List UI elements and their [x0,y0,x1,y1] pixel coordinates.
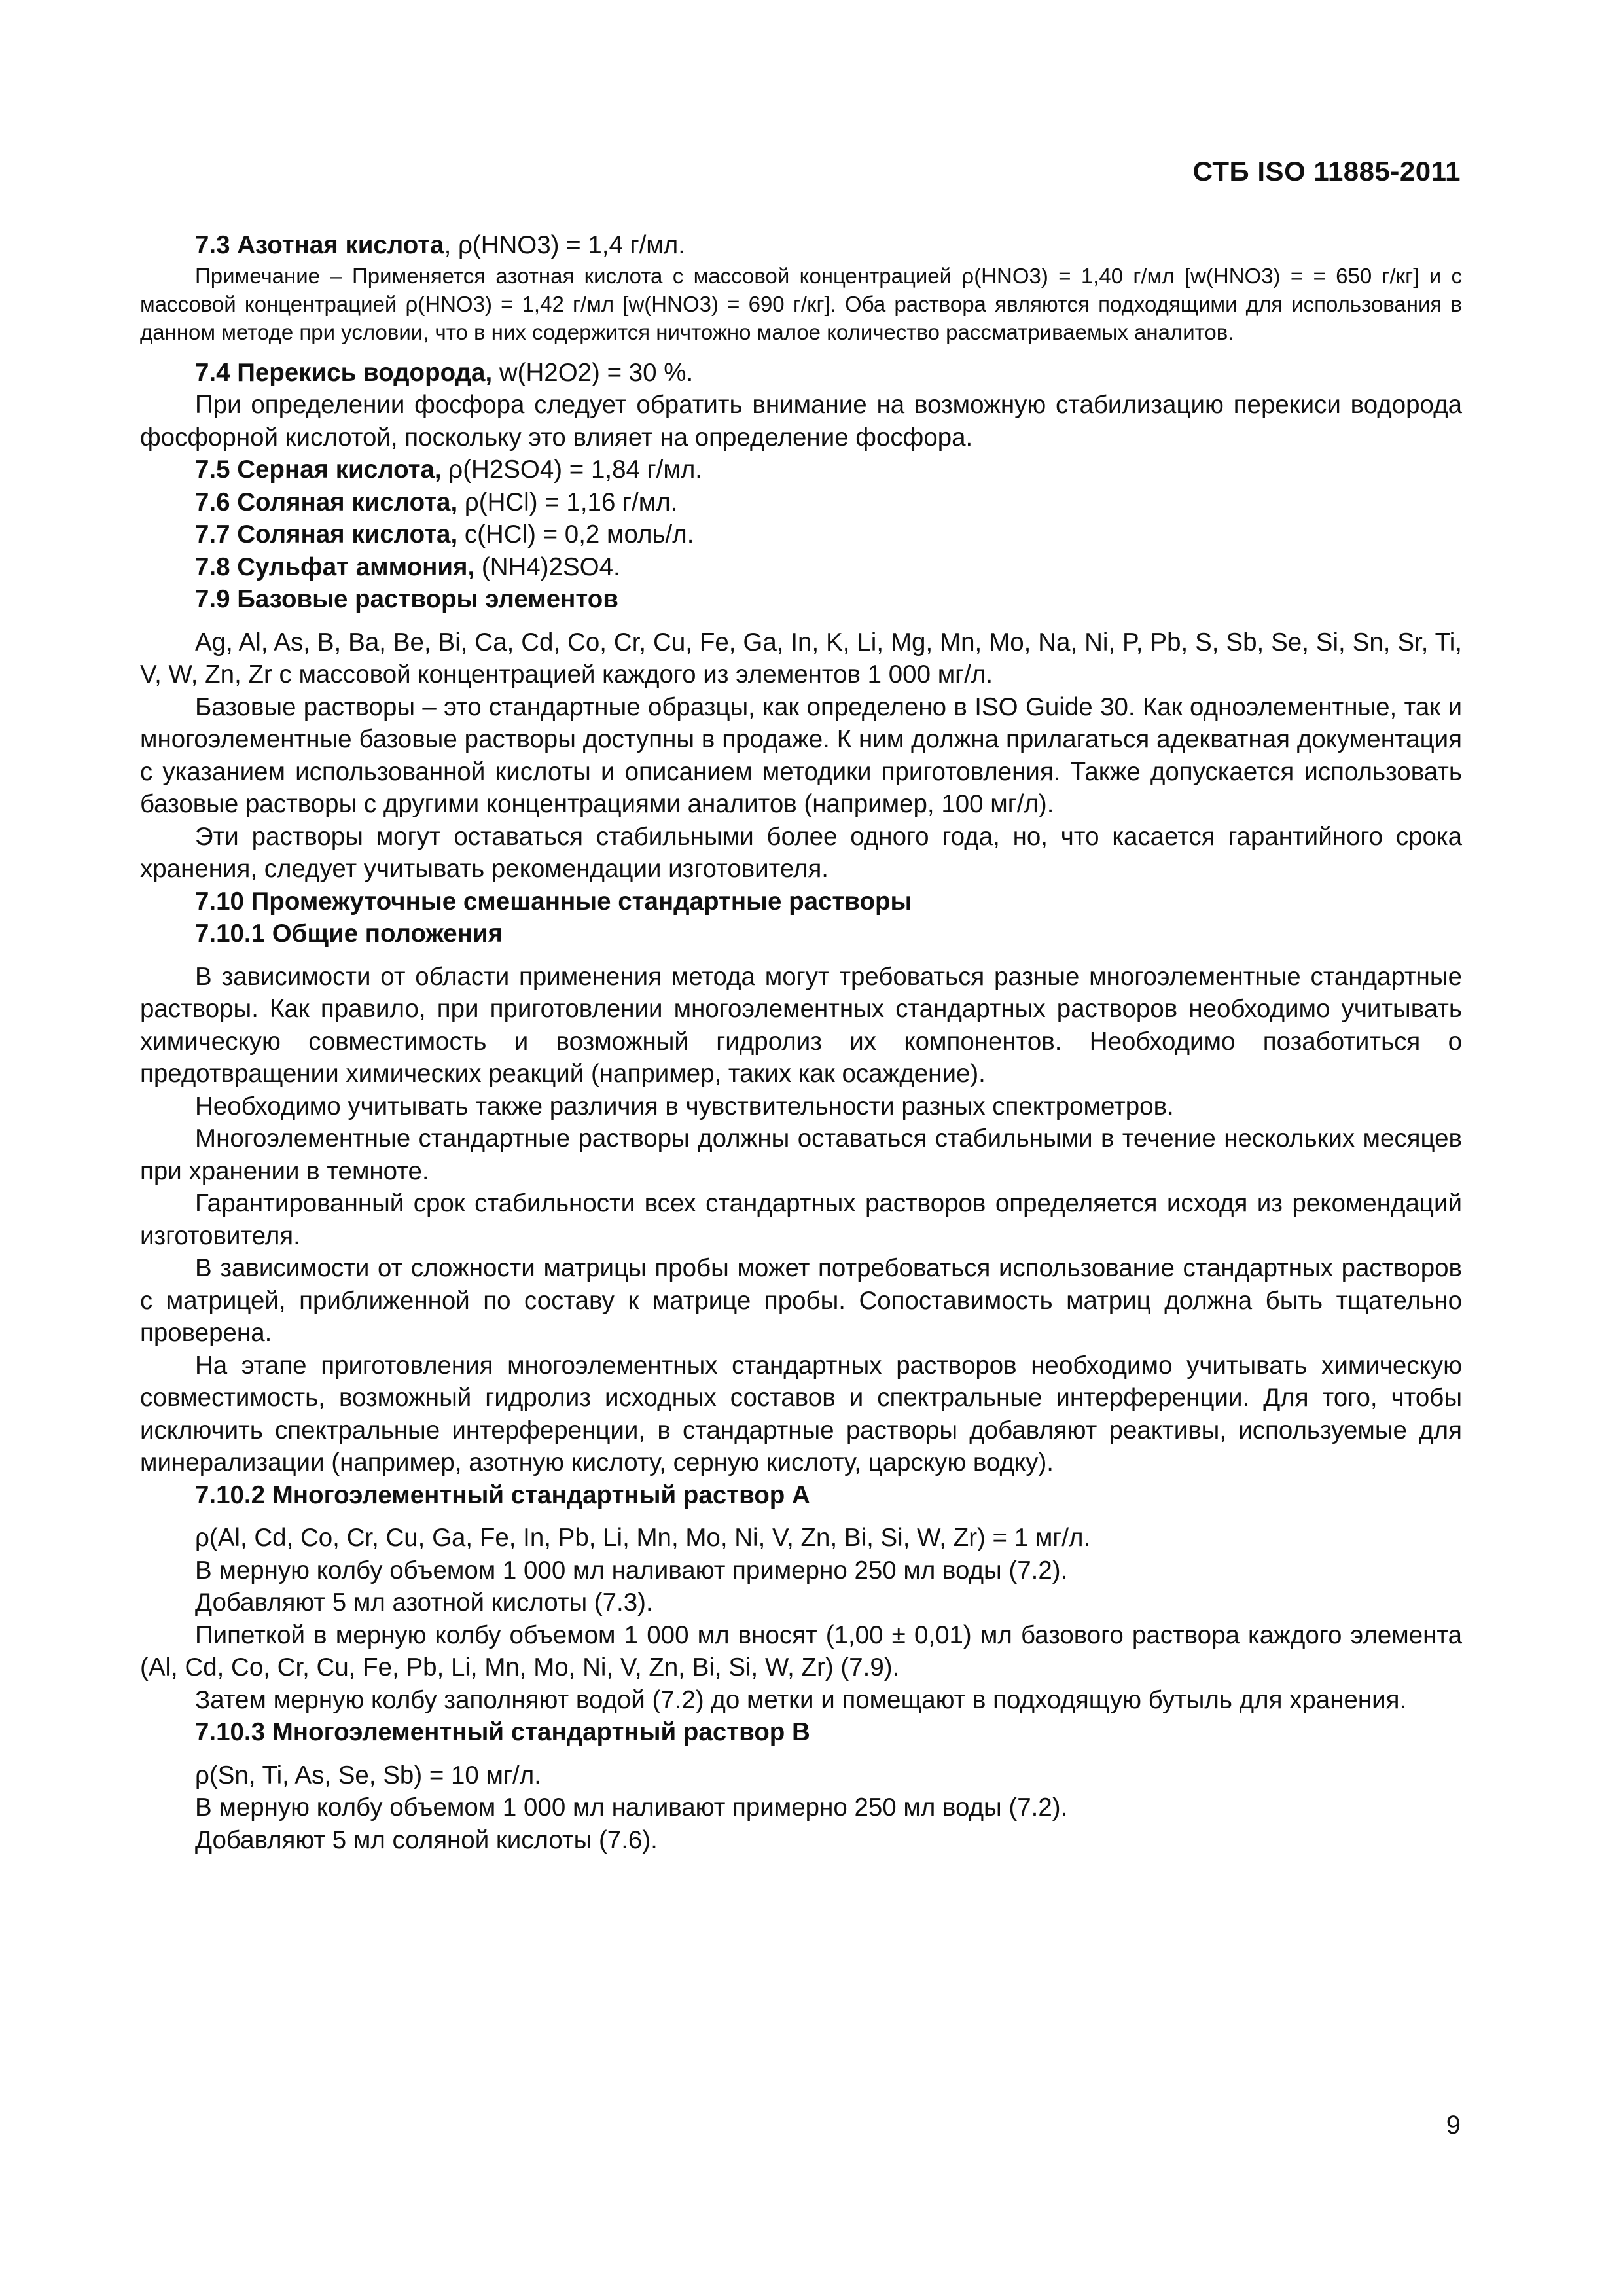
paragraph: В зависимости от сложности матрицы пробы может потребоваться использование стандартных растворов с матрицей, приближенной по составу к матрице пробы. Сопоставимость матриц должна быть тщательно проверена. [140,1254,1462,1347]
paragraph: Добавляют 5 мл азотной кислоты (7.3). [195,1588,653,1617]
paragraph: В мерную колбу объемом 1 000 мл наливают примерно 250 мл воды (7.2). [195,1556,1068,1585]
paragraph: При определении фосфора следует обратить внимание на возможную стабилизацию перекиси водорода фосфорной кислотой, поскольку это влияет на определение фосфора. [140,391,1462,452]
section-value: c(HCl) = 0,2 моль/л. [457,520,694,548]
section-7-3 [140,229,1462,262]
paragraph: На этапе приготовления многоэлементных стандартных растворов необходимо учитывать химическую совместимость, возможный гидролиз исходных составов и спектральные интерференции. Для того, чтобы исключить спектральные интерференции, в стандартные растворы добавляют реактивы, используемые для минерализации (например, азотную кислоту, серную кислоту, царскую водку). [140,1351,1462,1477]
section-title: 7.6 Соляная кислота, [195,488,458,516]
paragraph: Эти растворы могут оставаться стабильными более одного года, но, что касается гарантийного срока хранения, следует учитывать рекомендации изготовителя. [140,822,1462,883]
paragraph: Ag, Al, As, B, Ba, Be, Bi, Ca, Cd, Co, Cr, Cu, Fe, Ga, In, K, Li, Mg, Mn, Mo, Na, Ni, P, Pb, S, Sb, Se, Si, Sn, Sr, Ti, V, W, Zn, Zr с массовой концентрацией каждого из элементов 1 000 мг/л. [140,628,1462,689]
section-7-6 [140,486,1462,519]
paragraph: Базовые растворы – это стандартные образцы, как определено в ISO Guide 30. Как одноэлементные, так и многоэлементные базовые растворы доступны в продаже. К ним должна прилагаться адекватная документация с указанием использованной кислоты и описанием методики приготовления. Также допускается использовать базовые растворы с другими концентрациями аналитов (например, 100 мг/л). [140,692,1462,818]
paragraph: Многоэлементные стандартные растворы должны оставаться стабильными в течение нескольких месяцев при хранении в темноте. [140,1124,1462,1185]
page-body [140,229,1462,1856]
section-7-10-3-title: 7.10.3 Многоэлементный стандартный раствор В [195,1718,810,1746]
section-value: (NH4)2SO4. [474,552,620,581]
section-7-10-1-title: 7.10.1 Общие положения [195,920,503,948]
section-title: 7.5 Серная кислота, [195,456,442,484]
paragraph: ρ(Sn, Ti, As, Se, Sb) = 10 мг/л. [195,1761,541,1789]
section-7-4 [140,357,1462,389]
section-7-5 [140,454,1462,486]
section-title: 7.7 Соляная кислота, [195,520,458,548]
paragraph: В мерную колбу объемом 1 000 мл наливают примерно 250 мл воды (7.2). [195,1793,1068,1821]
note-7-3: Примечание – Применяется азотная кислота с массовой концентрацией ρ(HNO3) = 1,40 г/мл [w(HNO3) = = 650 г/кг] и с массовой концентрацией ρ(HNO3) = 1,42 г/мл [w(HNO3) = 690 г/кг]. Оба раствора являются подходящими для использования в данном методе при условии, что в них содержится ничтожно малое количество рассматриваемых аналитов. [140,263,1462,344]
section-value: w(H2O2) = 30 %. [492,358,694,387]
section-title: 7.8 Сульфат аммония, [195,552,475,581]
paragraph: Затем мерную колбу заполняют водой (7.2) до метки и помещают в подходящую бутыль для хранения. [195,1685,1407,1714]
section-7-10-title: 7.10 Промежуточные смешанные стандартные растворы [195,887,912,916]
section-title: 7.4 Перекись водорода, [195,358,493,387]
section-7-8 [140,551,1462,584]
paragraph: Гарантированный срок стабильности всех стандартных растворов определяется исходя из рекомендаций изготовителя. [140,1189,1462,1250]
paragraph: В зависимости от области применения метода могут требоваться разные многоэлементные стандартные растворы. Как правило, при приготовлении многоэлементных стандартных растворов необходимо учитывать химическую совместимость и возможный гидролиз их компонентов. Необходимо позаботиться о предотвращении химических реакций (например, таких как осаждение). [140,962,1462,1088]
paragraph: Пипеткой в мерную колбу объемом 1 000 мл вносят (1,00 ± 0,01) мл базового раствора каждого элемента (Al, Cd, Co, Cr, Cu, Fe, Pb, Li, Mn, Mo, Ni, V, Zn, Bi, Si, W, Zr) (7.9). [140,1621,1462,1681]
page-number: 9 [1446,2111,1461,2140]
section-7-9-title: 7.9 Базовые растворы элементов [195,585,618,613]
document-code: СТБ ISO 11885-2011 [1192,156,1461,187]
section-value: , ρ(HNO3) = 1,4 г/мл. [444,231,685,259]
paragraph: Необходимо учитывать также различия в чувствительности разных спектрометров. [195,1092,1174,1121]
section-value: ρ(HCl) = 1,16 г/мл. [457,488,678,516]
section-7-7 [140,518,1462,551]
section-value: ρ(H2SO4) = 1,84 г/мл. [441,456,702,484]
paragraph: ρ(Al, Cd, Co, Cr, Cu, Ga, Fe, In, Pb, Li, Mn, Mo, Ni, V, Zn, Bi, Si, W, Zr) = 1 мг/л. [195,1524,1091,1552]
section-7-10-2-title: 7.10.2 Многоэлементный стандартный раствор А [195,1480,810,1509]
paragraph: Добавляют 5 мл соляной кислоты (7.6). [195,1825,658,1854]
section-title: 7.3 Азотная кислота [195,231,444,259]
